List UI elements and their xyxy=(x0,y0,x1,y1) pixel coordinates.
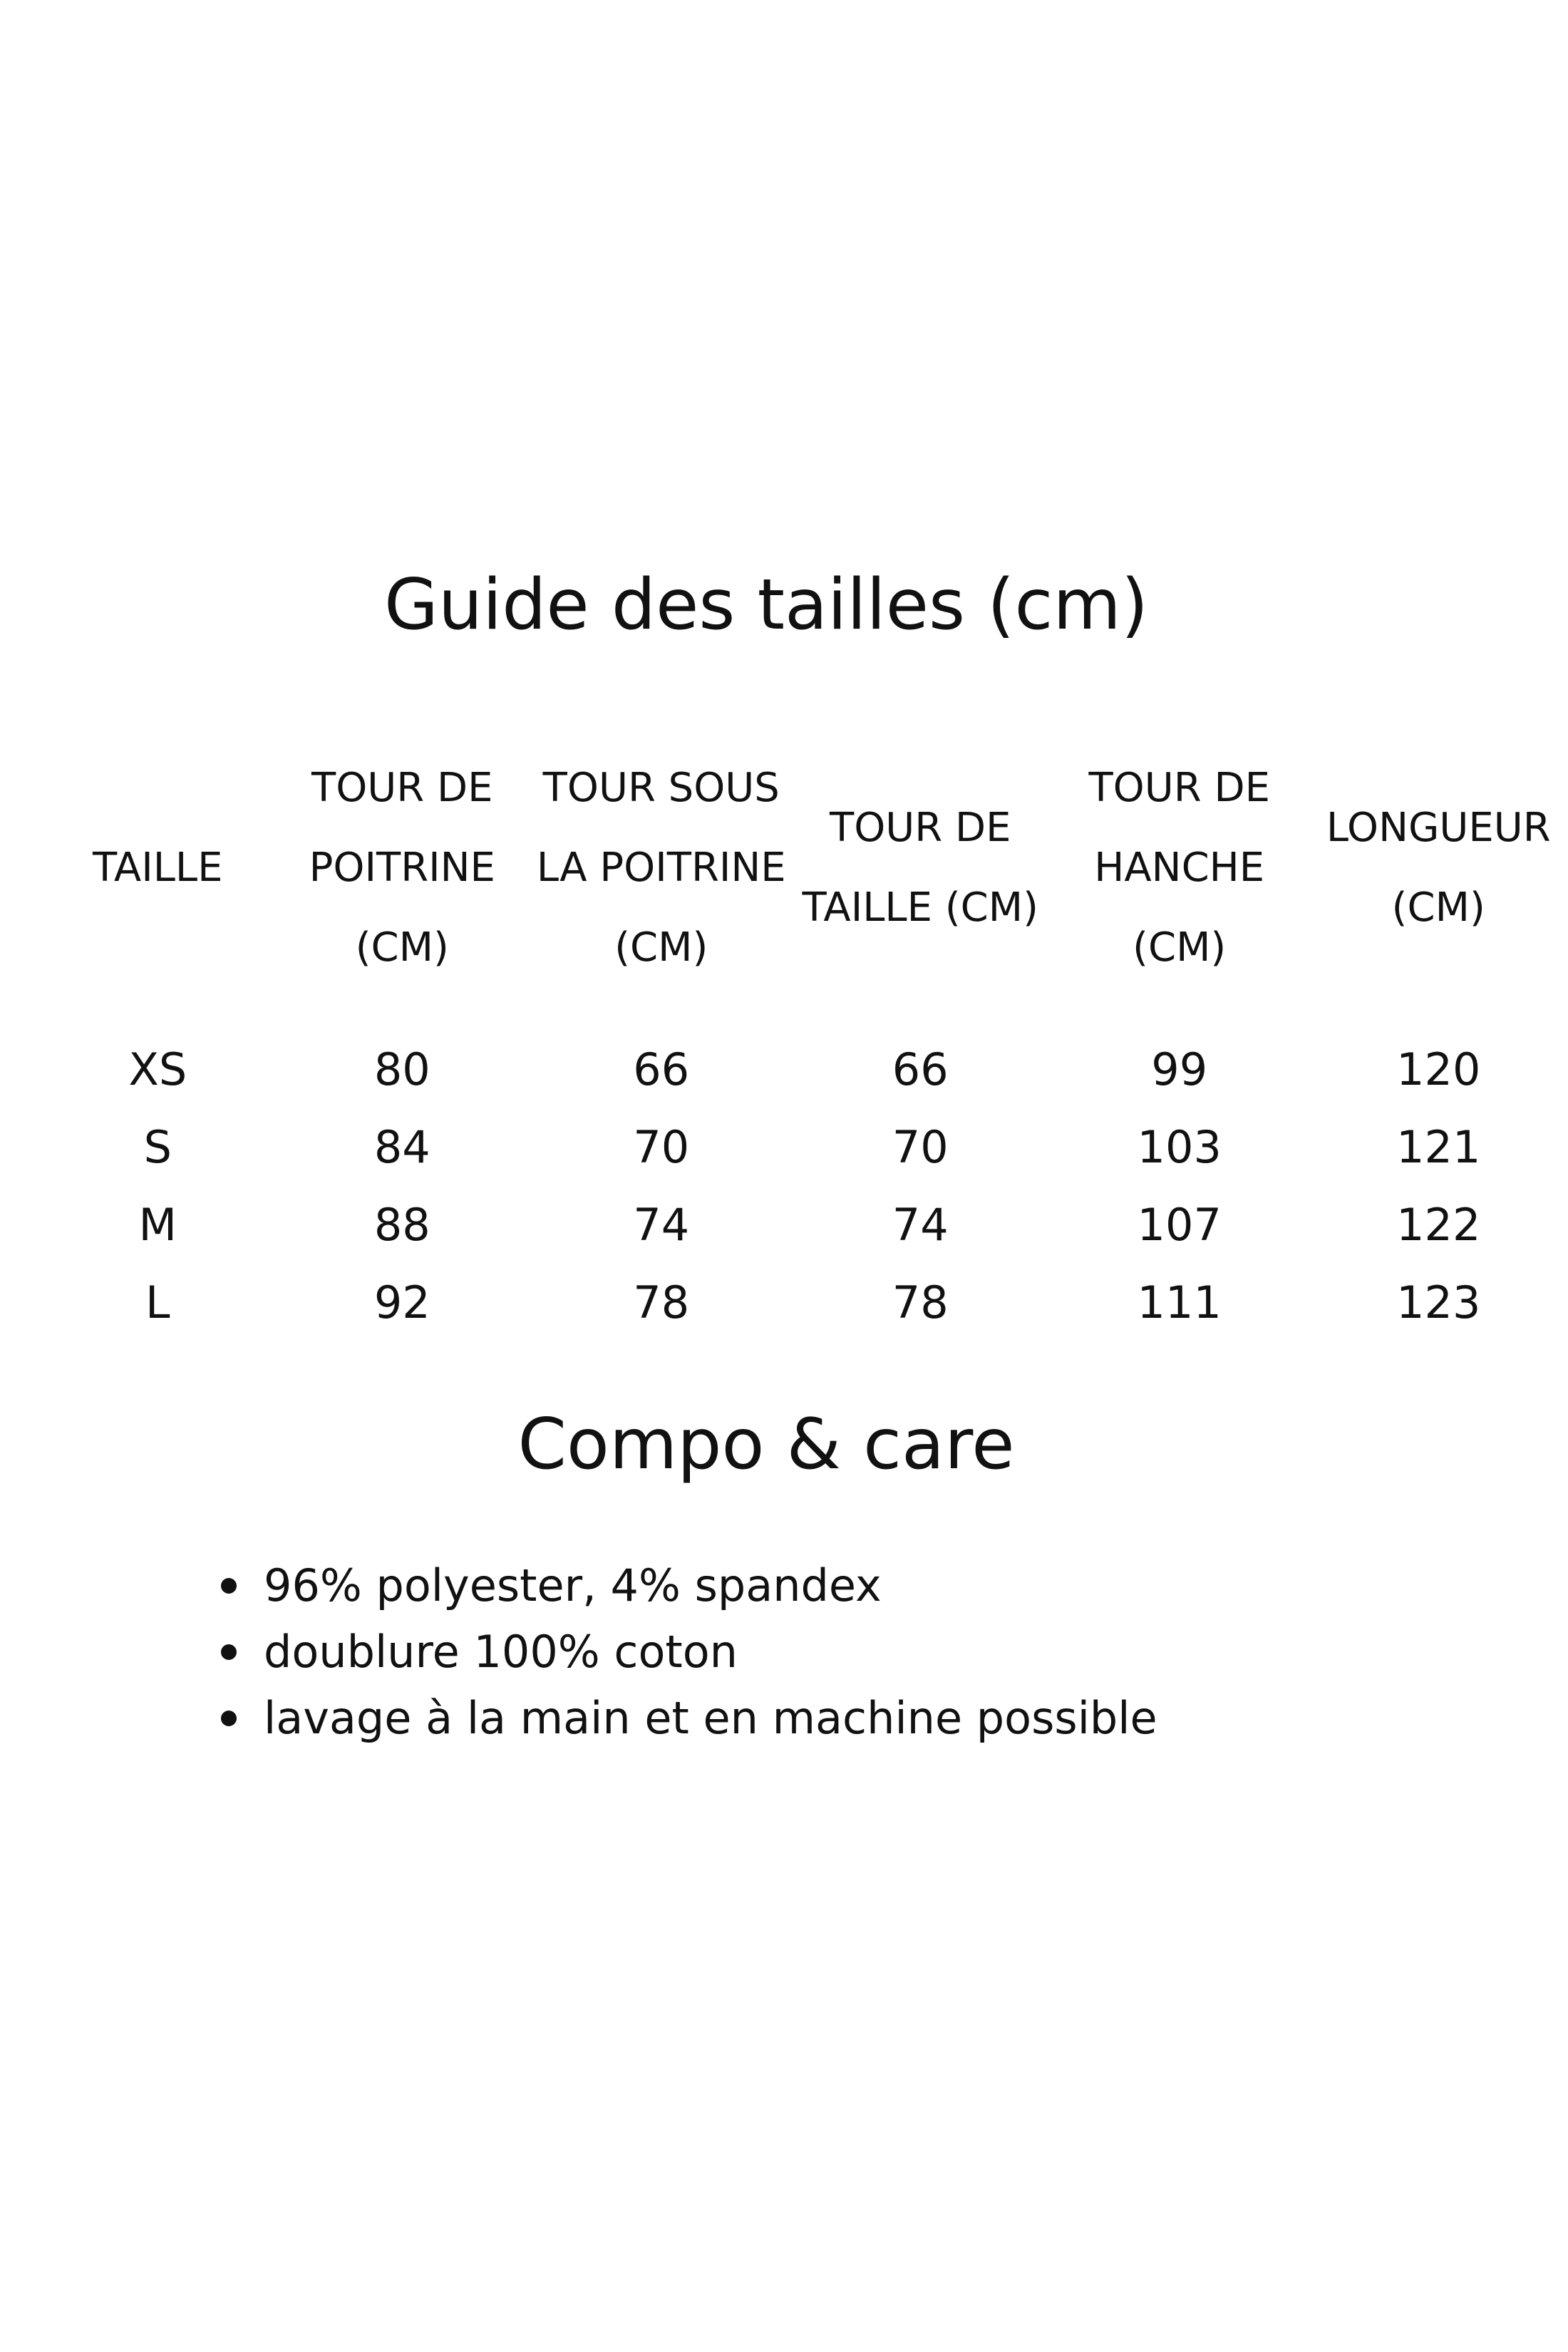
care-item-text: doublure 100% coton xyxy=(264,1626,738,1678)
table-cell: L xyxy=(145,1276,170,1329)
bullet-icon xyxy=(221,1578,237,1594)
list-item xyxy=(221,1685,1157,1751)
table-cell: 70 xyxy=(892,1120,949,1173)
care-list xyxy=(221,1552,1157,1751)
header-tour-de-taille: TOUR DE TAILLE (CM) xyxy=(802,805,1038,931)
header-longueur: LONGUEUR (CM) xyxy=(1326,805,1551,931)
table-row xyxy=(43,1108,1568,1186)
table-cell: 111 xyxy=(1137,1276,1222,1329)
list-item xyxy=(221,1619,1157,1685)
table-cell: 103 xyxy=(1137,1120,1222,1173)
table-row xyxy=(43,1264,1568,1341)
header-tour-sous-la-poitrine: TOUR SOUS LA POITRINE (CM) xyxy=(536,765,786,971)
header-tour-de-hanche: TOUR DE HANCHE (CM) xyxy=(1088,765,1270,971)
bullet-icon xyxy=(221,1711,237,1726)
table-cell: 78 xyxy=(633,1276,690,1329)
table-row xyxy=(43,1031,1568,1108)
bullet-icon xyxy=(221,1644,237,1660)
table-cell: 122 xyxy=(1396,1198,1481,1251)
table-cell: 123 xyxy=(1396,1276,1481,1329)
table-cell: 78 xyxy=(892,1276,949,1329)
table-cell: S xyxy=(143,1120,172,1173)
table-cell: 74 xyxy=(892,1198,949,1251)
table-row xyxy=(43,1186,1568,1264)
header-tour-de-poitrine: TOUR DE POITRINE (CM) xyxy=(309,765,495,971)
table-cell: 80 xyxy=(373,1043,430,1095)
table-cell: 121 xyxy=(1396,1120,1481,1173)
header-taille: TAILLE xyxy=(93,845,223,891)
table-cell: 120 xyxy=(1396,1043,1481,1095)
table-cell: 92 xyxy=(373,1276,430,1329)
table-header-row xyxy=(43,706,1568,1031)
table-cell: 66 xyxy=(892,1043,949,1095)
care-title: Compo & care xyxy=(517,1404,1015,1485)
table-cell: 74 xyxy=(633,1198,690,1251)
table-cell: 99 xyxy=(1151,1043,1208,1095)
table-cell: 88 xyxy=(373,1198,430,1251)
list-item xyxy=(221,1552,1157,1619)
size-guide-title: Guide des tailles (cm) xyxy=(383,564,1149,646)
table-cell: 70 xyxy=(633,1120,690,1173)
table-cell: XS xyxy=(128,1043,187,1095)
table-cell: 66 xyxy=(633,1043,690,1095)
table-cell: 107 xyxy=(1137,1198,1222,1251)
table-cell: 84 xyxy=(373,1120,430,1173)
table-cell: M xyxy=(138,1198,177,1251)
care-item-text: 96% polyester, 4% spandex xyxy=(264,1559,882,1611)
care-item-text: lavage à la main et en machine possible xyxy=(264,1692,1157,1744)
size-table xyxy=(43,706,1568,1341)
